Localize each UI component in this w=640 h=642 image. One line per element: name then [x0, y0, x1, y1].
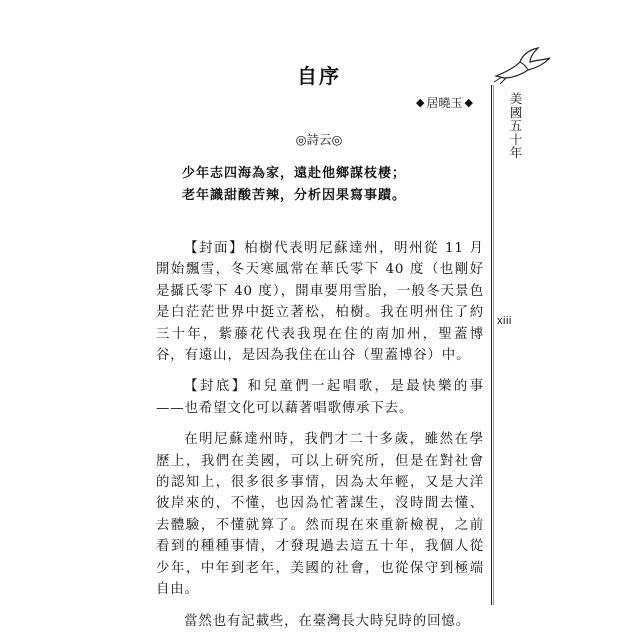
author-name: 居曉玉: [426, 96, 463, 110]
paragraph: [156, 376, 484, 419]
paragraph-text: 當然也有記載些，在臺灣長大時兒時的回憶。: [184, 613, 470, 629]
poem-heading: ◎詩云◎: [295, 132, 343, 147]
paragraph-label: 【封面】: [184, 241, 245, 256]
poem-line: 老年識甜酸苦辣，分析因果寫事蹟。: [182, 188, 407, 203]
margin-rule: [491, 85, 492, 605]
page-number: xiii: [497, 315, 512, 327]
book-title-char: 美: [509, 91, 523, 106]
page-title: 自序: [297, 64, 341, 88]
paragraph: [156, 238, 484, 366]
vertical-book-title: [508, 92, 524, 160]
paragraph: [156, 429, 484, 600]
body-text: [156, 238, 484, 642]
poem: [182, 163, 472, 207]
book-title-char: 國: [509, 104, 523, 120]
poem-line: 少年志四海為家，遠赴他鄉謀枝棲；: [182, 166, 407, 181]
paragraph-text: 在明尼蘇達州時，我們才二十多歲，雖然在學歷上，我們在美國，可以上研究所，但是在對社會的認知上，很多很多事情，因為太年輕，又是大洋彼岸來的，不懂，也因為忙著謀生，沒時間去懂、去體驗，不懂就算了。然而現在來重新檢視，之前看到的種種事情，才發現過去這五十年，我個人從少年，中年到老年，美國的社會，也從保守到極端自由。: [156, 432, 484, 598]
margin-rule-secondary: [493, 85, 494, 605]
paragraph-text: 柏樹代表明尼蘇達州，明州從 11 月開始飄雪，冬天寒風常在華氏零下 40 度（也剛好是攝氏零下 40 度），開車要用雪胎，一般冬天景色是白茫茫世界中挺立著松，柏樹。我在明州住了約三十年，紫藤花代表我現在住的南加州，聖蓋博谷，有遠山，是因為我住在山谷（聖蓋博谷）中。: [156, 241, 484, 364]
paragraph-text: 和兒童們一起唱歌，是最快樂的事——也希望文化可以藉著唱歌傳承下去。: [156, 379, 484, 416]
diamond-icon: ◆: [464, 96, 473, 109]
paragraph-label: 【封底】: [184, 379, 248, 395]
book-title-char: 五: [509, 118, 523, 133]
author-line: [416, 94, 473, 111]
paragraph: [156, 611, 484, 632]
flying-bird-icon: [492, 46, 552, 86]
book-title-char: 年: [509, 145, 523, 160]
book-title-char: 十: [509, 131, 523, 147]
diamond-icon: ◆: [416, 96, 425, 109]
